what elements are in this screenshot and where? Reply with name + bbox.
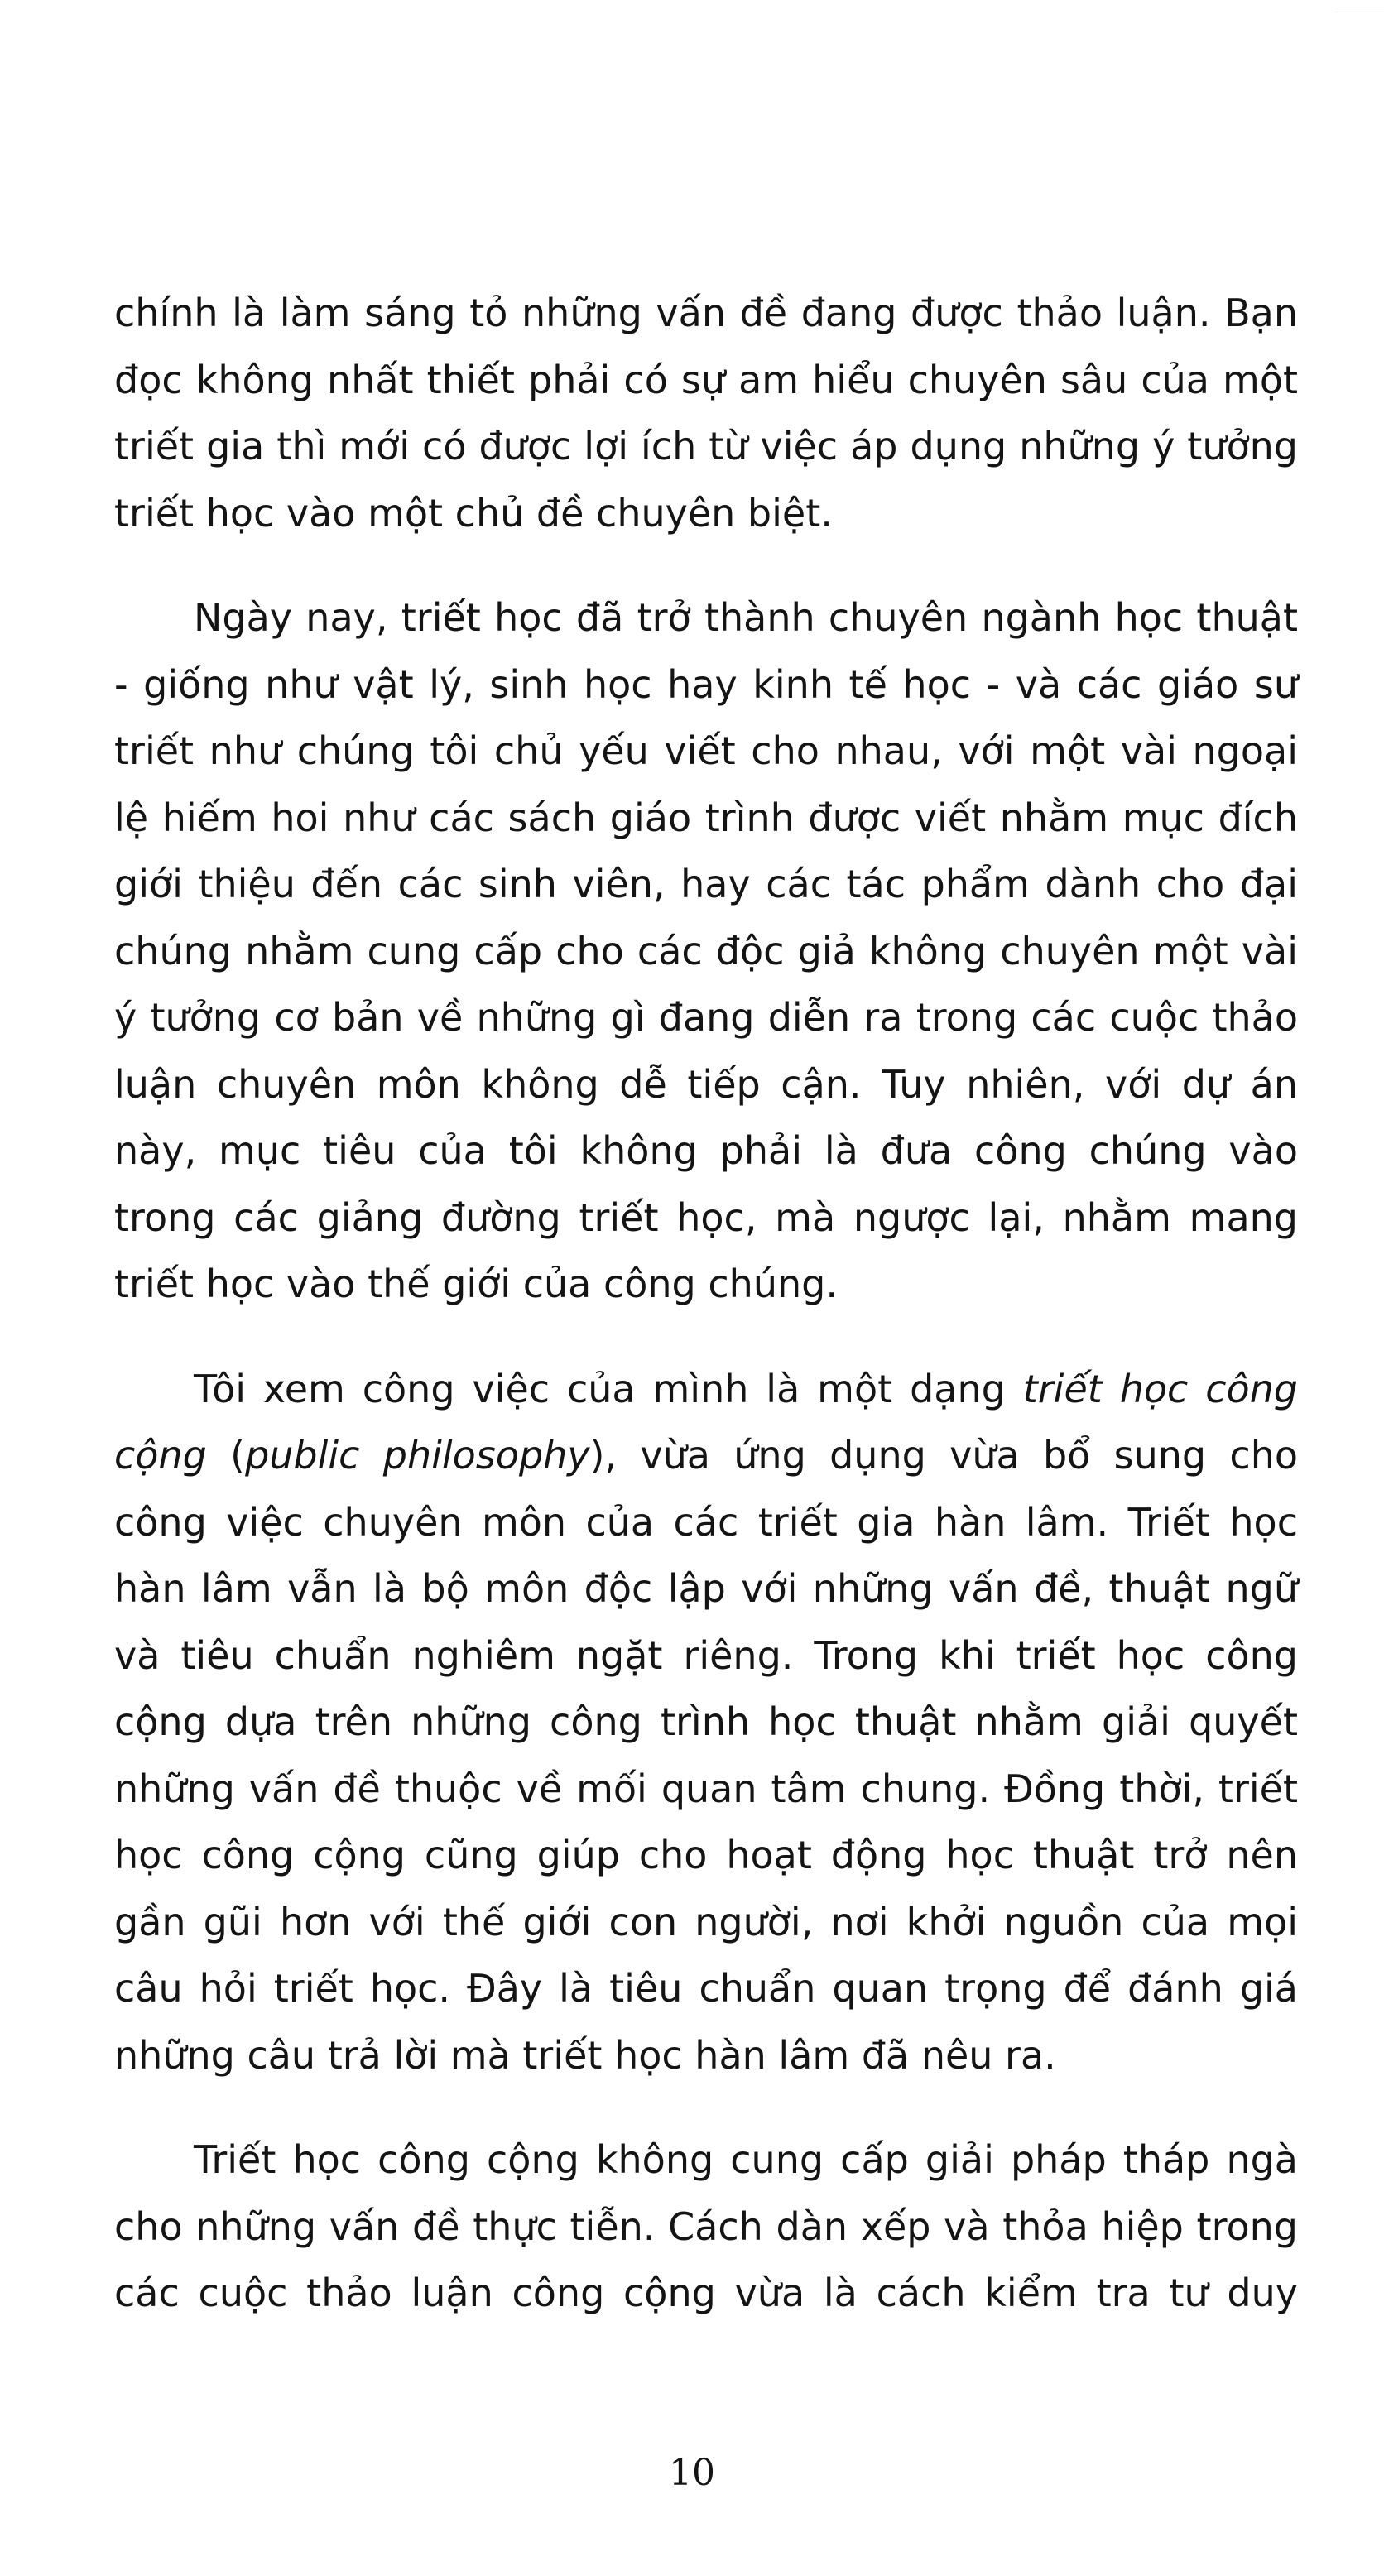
paragraph-1: chính là làm sáng tỏ những vấn đề đang được thảo luận. Bạn đọc không nhất thiết phải có sự am hiểu chuyên sâu của một triết gia thì mới có được lợi ích từ việc áp dụng những ý tưởng triết học vào một chủ đề chuyên biệt. — [114, 291, 1298, 536]
paragraph-2: Ngày nay, triết học đã trở thành chuyên ngành học thuật - giống như vật lý, sinh học hay kinh tế học - và các giáo sư triết như chúng tôi chủ yếu viết cho nhau, với một vài ngoại lệ hiếm hoi như các sách giáo trình được viết nhằm mục đích giới thiệu đến các sinh viên, hay các tác phẩm dành cho đại chúng nhằm cung cấp cho các độc giả không chuyên một vài ý tưởng cơ bản về những gì đang diễn ra trong các cuộc thảo luận chuyên môn không dễ tiếp cận. Tuy nhiên, với dự án này, mục tiêu của tôi không phải là đưa công chúng vào trong các giảng đường triết học, mà ngược lại, nhằm mang triết học vào thế giới của công chúng. — [114, 595, 1298, 1306]
paragraph-3-paren-open: ( — [206, 1433, 246, 1478]
page-number: 10 — [669, 2452, 715, 2494]
paragraph-3-italic-term: triết học công cộng — [114, 1366, 1298, 1478]
paragraph-3 — [114, 1356, 1298, 2089]
body-text — [114, 280, 1298, 2365]
paragraph-3-italic-english-term: public philosophy — [245, 1433, 590, 1478]
paragraph-3-text-after: ), vừa ứng dụng vừa bổ sung cho công việc chuyên môn của các triết gia hàn lâm. Triết học hàn lâm vẫn là bộ môn độc lập với những vấn đề, thuật ngữ và tiêu chuẩn nghiêm ngặt riêng. Trong khi triết học công cộng dựa trên những công trình học thuật nhằm giải quyết những vấn đề thuộc về mối quan tâm chung. Đồng thời, triết học công cộng cũng giúp cho hoạt động học thuật trở nên gần gũi hơn với thế giới con người, nơi khởi nguồn của mọi câu hỏi triết học. Đây là tiêu chuẩn quan trọng để đánh giá những câu trả lời mà triết học hàn lâm đã nêu ra. — [114, 1433, 1298, 2078]
paragraph-4: Triết học công cộng không cung cấp giải pháp tháp ngà cho những vấn đề thực tiễn. Cách dàn xếp và thỏa hiệp trong các cuộc thảo luận công cộng vừa là cách kiểm tra tư duy — [114, 2137, 1298, 2315]
scan-edge-mark — [1334, 0, 1384, 12]
paragraph-3-text-before: Tôi xem công việc của mình là một dạng — [194, 1366, 1023, 1411]
